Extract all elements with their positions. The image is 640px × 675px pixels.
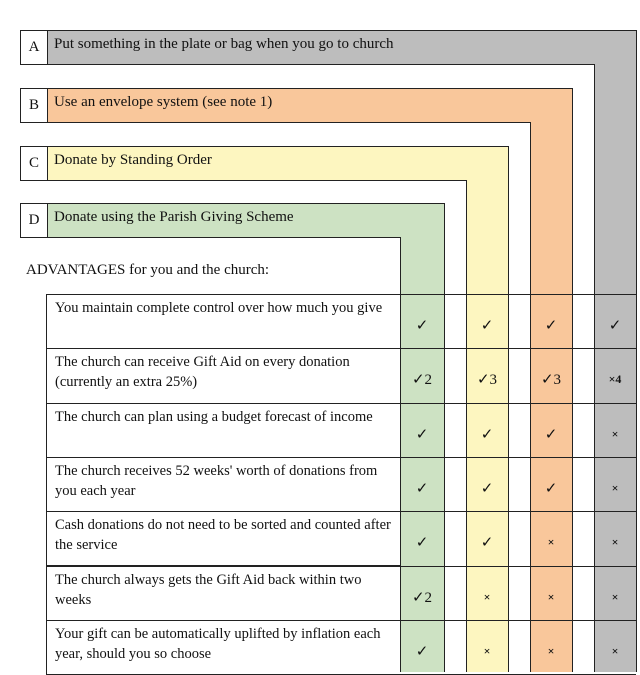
row-divider	[572, 620, 594, 621]
row-divider	[572, 511, 594, 512]
check-mark-icon: ✓	[480, 426, 494, 443]
check-mark-icon: ✓	[544, 481, 558, 498]
check-mark-icon: ✓3	[540, 372, 562, 389]
check-mark-icon: ✓2	[411, 372, 433, 389]
check-mark-icon: ✓	[608, 318, 622, 335]
advantage-cell-b	[530, 348, 572, 402]
row-divider	[508, 348, 530, 349]
advantage-cell-b	[530, 620, 572, 674]
row-divider	[444, 620, 466, 621]
cross-mark-icon: ×	[611, 426, 619, 441]
row-divider	[444, 566, 466, 567]
advantage-cell-b	[530, 511, 572, 565]
row-divider	[508, 620, 530, 621]
check-mark-icon: ✓	[480, 318, 494, 335]
advantage-row-label: You maintain complete control over how much you give	[46, 294, 400, 349]
option-letter: B	[21, 89, 48, 122]
advantage-cell-b	[530, 294, 572, 348]
advantage-row-label: The church always gets the Gift Aid back within two weeks	[46, 566, 400, 621]
cross-mark-icon: ×	[611, 481, 619, 496]
row-divider	[508, 511, 530, 512]
row-divider	[508, 457, 530, 458]
advantage-cell-d	[400, 403, 444, 457]
check-mark-icon: ✓	[415, 535, 429, 552]
cross-mark-icon: ×	[483, 589, 491, 604]
advantage-row-label: The church can plan using a budget forecast of income	[46, 403, 400, 458]
row-divider	[508, 566, 530, 567]
advantage-cell-a	[594, 403, 636, 457]
option-c-header	[20, 146, 48, 181]
advantage-cell-c	[466, 348, 508, 402]
cross-mark-icon: ×	[547, 589, 555, 604]
advantage-row-label: The church can receive Gift Aid on every donation (currently an extra 25%)	[46, 348, 400, 403]
check-mark-icon: ✓2	[411, 589, 433, 606]
advantage-row-label: The church receives 52 weeks' worth of donations from you each year	[46, 457, 400, 512]
cross-mark-icon: ×	[611, 535, 619, 550]
advantage-cell-d	[400, 620, 444, 674]
advantage-cell-c	[466, 511, 508, 565]
check-mark-icon: ✓	[480, 481, 494, 498]
advantage-cell-d	[400, 348, 444, 402]
row-divider	[444, 511, 466, 512]
option-a-text: Put something in the plate or bag when you go to church	[54, 36, 394, 52]
option-a-header	[20, 30, 48, 65]
option-d-header	[20, 203, 48, 238]
advantage-cell-a	[594, 348, 636, 402]
row-divider	[444, 403, 466, 404]
option-c-text: Donate by Standing Order	[54, 152, 212, 168]
advantage-cell-a	[594, 511, 636, 565]
cross-mark-icon: ×	[547, 535, 555, 550]
advantage-cell-b	[530, 566, 572, 620]
check-mark-icon: ✓	[544, 318, 558, 335]
cross-mark-icon: ×	[611, 589, 619, 604]
row-divider	[572, 457, 594, 458]
option-b-text: Use an envelope system (see note 1)	[54, 94, 273, 110]
check-mark-icon: ✓	[480, 535, 494, 552]
check-mark-icon: ✓	[415, 643, 429, 660]
row-divider	[572, 294, 594, 295]
row-divider	[572, 348, 594, 349]
option-letter: D	[21, 204, 48, 237]
row-divider	[572, 566, 594, 567]
advantage-cell-a	[594, 457, 636, 511]
option-letter: A	[21, 31, 48, 64]
advantage-cell-a	[594, 294, 636, 348]
advantage-cell-c	[466, 294, 508, 348]
advantage-cell-b	[530, 457, 572, 511]
option-b-header	[20, 88, 48, 123]
advantage-cell-c	[466, 620, 508, 674]
check-mark-icon: ✓3	[476, 372, 498, 389]
advantage-cell-a	[594, 620, 636, 674]
advantage-cell-c	[466, 566, 508, 620]
advantage-cell-a	[594, 566, 636, 620]
advantage-row-label: Your gift can be automatically uplifted by inflation each year, should you so choose	[46, 620, 400, 675]
check-mark-icon: ✓	[544, 426, 558, 443]
check-mark-icon: ✓	[415, 481, 429, 498]
advantage-cell-d	[400, 511, 444, 565]
advantage-cell-d	[400, 294, 444, 348]
row-divider	[444, 457, 466, 458]
advantage-cell-d	[400, 566, 444, 620]
check-mark-icon: ✓	[415, 426, 429, 443]
row-divider	[444, 348, 466, 349]
cross-mark-icon: ×	[547, 643, 555, 658]
advantage-cell-d	[400, 457, 444, 511]
advantage-cell-b	[530, 403, 572, 457]
option-d-text: Donate using the Parish Giving Scheme	[54, 209, 294, 225]
check-mark-icon: ✓	[415, 318, 429, 335]
cross-mark-icon: ×	[611, 643, 619, 658]
cross-mark-icon: ×4	[608, 372, 622, 387]
cross-mark-icon: ×	[483, 643, 491, 658]
advantage-cell-c	[466, 457, 508, 511]
advantage-row-label: Cash donations do not need to be sorted and counted after the service	[46, 511, 400, 566]
advantage-cell-c	[466, 403, 508, 457]
option-letter: C	[21, 147, 48, 180]
section-title: ADVANTAGES for you and the church:	[26, 262, 270, 278]
row-divider	[508, 403, 530, 404]
row-divider	[572, 403, 594, 404]
row-divider	[444, 294, 466, 295]
row-divider	[508, 294, 530, 295]
